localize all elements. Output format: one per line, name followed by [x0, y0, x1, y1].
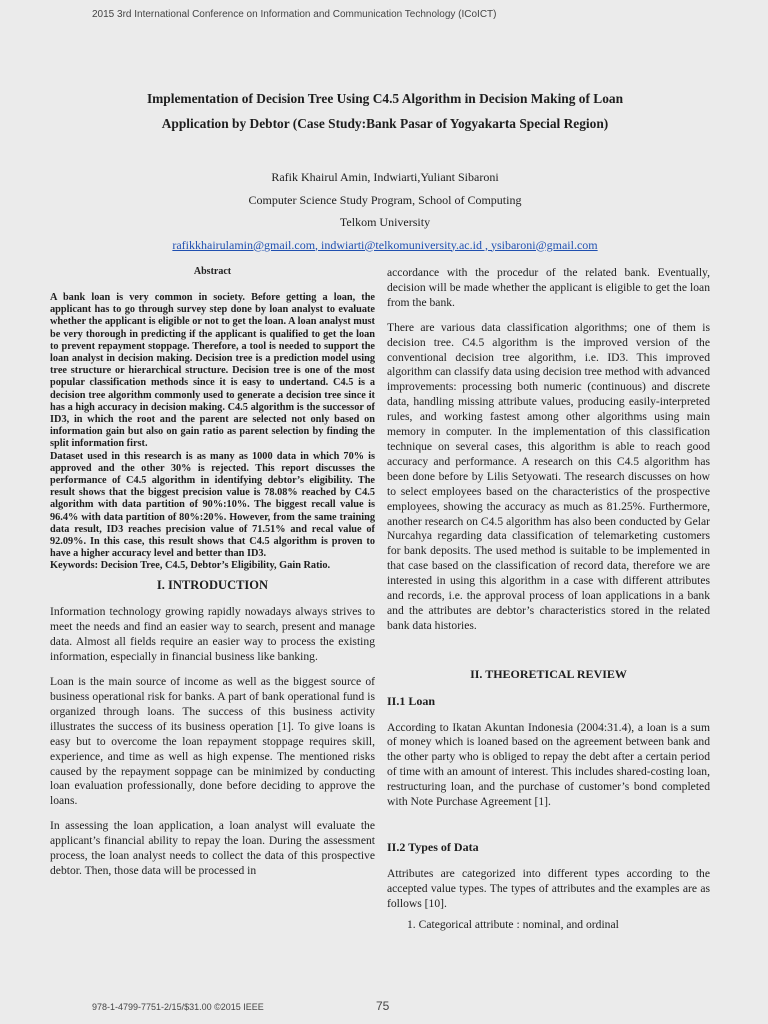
page-number: 75	[376, 999, 390, 1013]
loan-paragraph: According to Ikatan Akuntan Indonesia (2004:31.4), a loan is a sum of money which is loaned based on the agreement between bank and the other party who is obliged to repay the debt after a certain period of time with an amount of interest. This includes shared-costing loan, restructuring loan, and the purchase of customer’s bond completed with Note Purchase Agreement [1].	[387, 720, 710, 809]
affiliation-university: Telkom University	[339, 215, 431, 229]
abstract-paragraph-2: Dataset used in this research is as many as 1000 data in which 70% is approved and the other 30% is rejected. This report discusses the performance of C4.5 algorithm in identifying debtor’s eligibility. The result shows that the biggest precision value is 78.08% reached by C4.5 algorithm with data partition of 90%:10%. The biggest recall value is 96.4% with data partition of 80%:20%. However, from the same training data result, ID3 reaches precision value of 71.51% and recal value of 92.09%. In this case, this result shows that C4.5 algorithm is proven to have a higher accuracy level and better than ID3.	[50, 450, 375, 560]
affiliation-program: Computer Science Study Program, School of Computing	[248, 192, 522, 207]
right-paragraph-2: There are various data classification algorithms; one of them is decision tree. C4.5 algorithm is the improved version of the conventional decision tree algorithm, i.e. ID3. This improved algorithm can classify data using decision tree method with advanced improvements: processing both numeric (continuous) and discrete data, handling missing attribute values, producing easily-interpreted rules, and working fastest among other algorithms using main memory in computer. In the implementation of this classification technique on several cases, this algorithm is able to reach good accuracy and performance. A research on this C4.5 algorithm has been done before by Lilis Setyowati. The research discusses on how to select employees based on the characteristics of the prospective employees, showing the accuracy as much as 81.25%. Furthermore, another research on C4.5 algorithm has also been conducted by Gelar Nurcahya regarding data classification of telemarketing customers for bank deposits. The used method is suitable to be implemented in that case based on the classification of record data, therefore we are interested in using this algorithm in a case with different attributes and records, i.e. the approval process of loan applications in a bank and the attributes are debtor’s characteristics stored in the related bank data histories.	[387, 320, 710, 632]
intro-paragraph-2: Loan is the main source of income as well as the biggest source of business operational risk for banks. A part of bank operational fund is organized through loans. The success of this business activity illustrates the success of its business operation [1]. To give loans is easy but to overcome the loan repayment stoppage requires skill, experience, and time as well as high expense. The mentioned risks caused by the repayment soppage can be minimized by conducting loan evaluation professionally, done before deciding to approve the loans.	[50, 675, 375, 808]
right-column	[387, 266, 710, 933]
subsection-loan-heading: II.1 Loan	[387, 693, 436, 708]
intro-paragraph-1: Information technology growing rapidly nowadays always strives to meet the needs and find an easier way to search, present and manage data. Almost all fields require an easier way to process the existing information, especially in financial business like banking.	[50, 605, 375, 664]
footer-isbn: 978-1-4799-7751-2/15/$31.00 ©2015 IEEE	[92, 1002, 264, 1012]
right-paragraph-1: accordance with the procedur of the related bank. Eventually, decision will be made whether the applicant is eligible to get the loan from the bank.	[387, 266, 710, 309]
paper-title	[90, 86, 680, 136]
intro-paragraph-3: In assessing the loan application, a loan analyst will evaluate the applicant’s financial ability to repay the loan. During the assessment process, the loan analyst needs to collect the data of this prospective debtor. Then, those data will be processed in	[50, 819, 375, 877]
conference-header: 2015 3rd International Conference on Information and Communication Technology (ICoICT)	[92, 9, 497, 20]
subsection-types-of-data-heading: II.2 Types of Data	[387, 840, 479, 854]
author-block	[100, 166, 670, 256]
section-introduction-heading: I. INTRODUCTION	[156, 577, 269, 592]
author-emails[interactable]: rafikkhairulamin@gmail.com, indwiarti@telkomuniversity.ac.id , ysibaroni@gmail.com	[172, 237, 598, 252]
author-names: Rafik Khairul Amin, Indwiarti,Yuliant Sibaroni	[271, 170, 499, 184]
title-line-1: Implementation of Decision Tree Using C4.5 Algorithm in Decision Making of Loan	[146, 91, 624, 106]
abstract-heading: Abstract	[193, 266, 232, 277]
section-theoretical-review-heading: II. THEORETICAL REVIEW	[470, 666, 627, 681]
abstract-paragraph-1: A bank loan is very common in society. Before getting a loan, the applicant has to go through survey step done by loan analyst to evaluate whether the applicant is eligible or not to get the loan. A loan analyst must be very thorough in predicting if the applicant is qualified to get the loan to prevent repayment stoppage. Therefore, a tool is needed to support the loan analyst in decision making. Decision tree is a prediction model using tree structure or hierarchical structure. Decision tree is one of the most popular classification methods since it is easy to undertand. C4.5 is a decision tree algorithm commonly used to generate a decision tree since it has a high accuracy in decision making. C4.5 algorithm is the successor of ID3, in which the root and the parent are selected not only based on information gain but also on gain ratio as parent selection by finding the split information first.	[50, 291, 375, 450]
keywords: Keywords: Decision Tree, C4.5, Debtor’s Eligibility, Gain Ratio.	[50, 560, 331, 572]
left-column	[50, 265, 375, 889]
list-item-categorical: 1. Categorical attribute : nominal, and ordinal	[407, 917, 619, 931]
title-line-2: Application by Debtor (Case Study:Bank Pasar of Yogyakarta Special Region)	[161, 116, 609, 131]
types-paragraph: Attributes are categorized into different types according to the accepted value types. The types of attributes and the examples are as follows [10].	[387, 866, 710, 910]
